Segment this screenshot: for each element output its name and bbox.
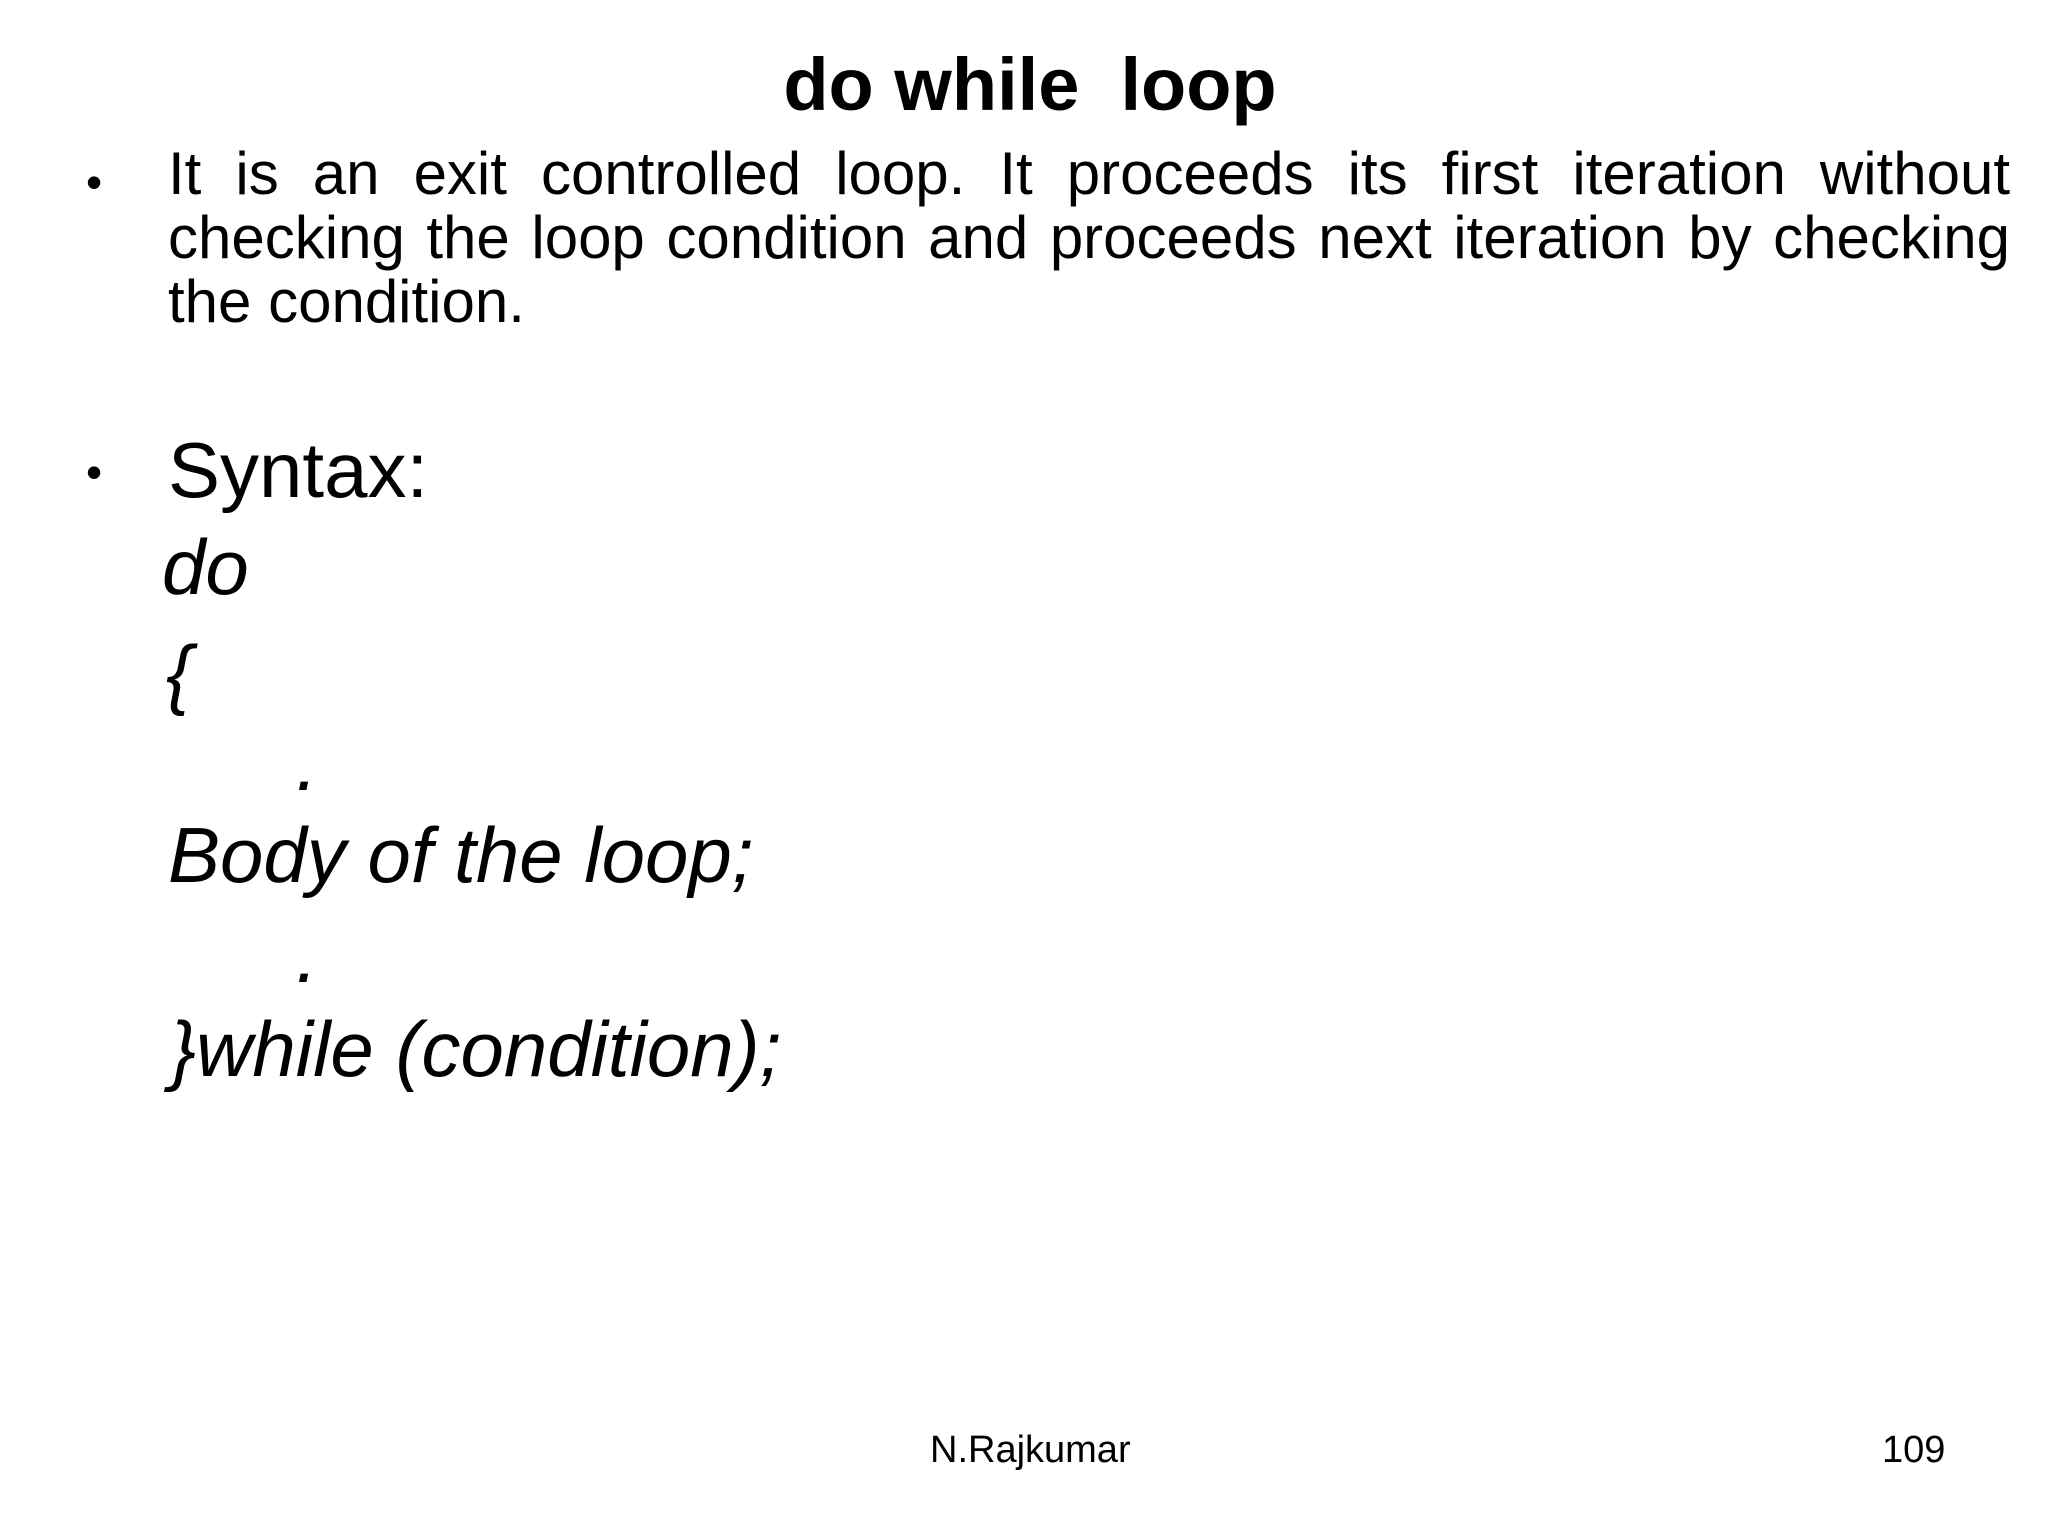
bullet-dot-syntax: • <box>86 446 103 498</box>
description-text: It is an exit controlled loop. It proceeds its first iteration without checking the loop condition and proceeds next iteration by checking the condition. <box>168 140 2010 335</box>
footer-author: N.Rajkumar <box>930 1429 1131 1471</box>
syntax-label: Syntax: <box>168 426 429 514</box>
code-line-do: do <box>162 523 249 611</box>
code-line-open-brace: { <box>166 629 193 717</box>
slide-title: do while loop <box>783 43 1277 126</box>
footer-page-number: 109 <box>1882 1429 1946 1471</box>
bullet-dot-description: • <box>86 156 103 208</box>
code-line-close-while: }while (condition); <box>170 1005 782 1093</box>
code-line-body: Body of the loop; <box>168 811 754 899</box>
code-line-dot-2: . <box>296 911 318 999</box>
code-line-dot-1: . <box>296 719 318 807</box>
